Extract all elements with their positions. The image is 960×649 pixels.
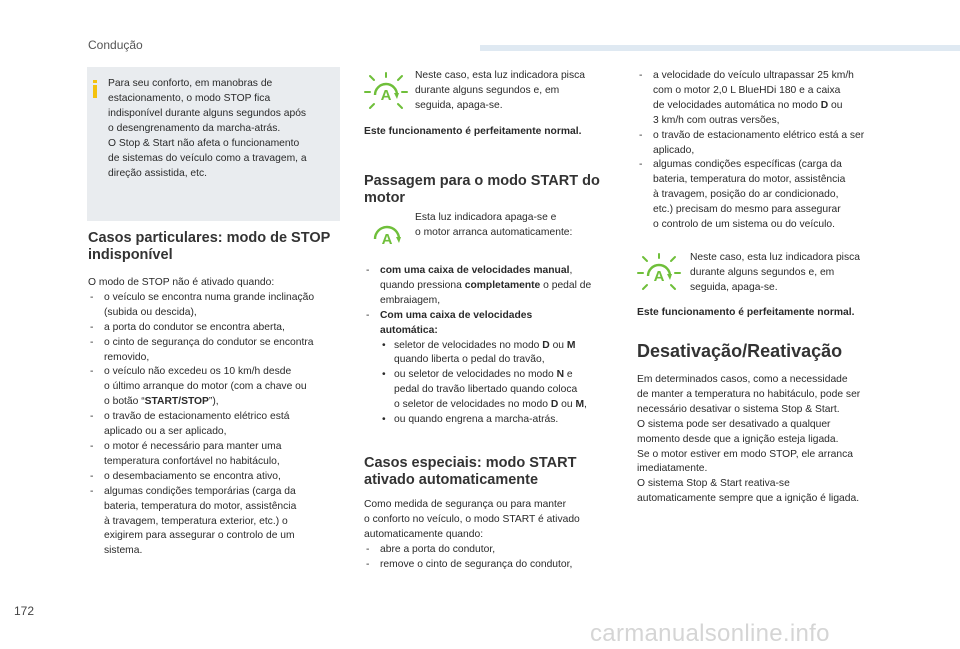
info-text: Para seu conforto, em manobras de estacionamento, o modo STOP fica indisponível durante alguns segundos após o desengrenamento da marcha-atrás. O Stop & Start não afeta o funcionamento de sistemas do veículo como a travagem, a direção assistida, etc. — [108, 78, 307, 179]
section-title: Condução — [88, 38, 143, 52]
list-item: - o veículo não excedeu os 10 km/h desde o último arranque do motor (com a chave ou o botão “START/STOP”), — [88, 365, 350, 410]
svg-text:A: A — [380, 87, 392, 104]
col2-start-conditions — [364, 264, 626, 428]
svg-text:A: A — [381, 231, 393, 248]
list-item: - o motor é necessário para manter uma temperatura confortável no habitáculo, — [88, 440, 350, 470]
heading-deactivation: Desativação/Reativação — [637, 341, 843, 361]
watermark: carmanualsonline.info — [590, 620, 830, 647]
col2-indicator-note: Neste caso, esta luz indicadora pisca durante alguns segundos e, em seguida, apaga-se. — [415, 70, 585, 111]
heading-start-mode: Passagem para o modo START do motor — [364, 173, 600, 206]
page-number: 172 — [14, 604, 35, 618]
stop-unavailable-list — [88, 291, 350, 559]
col1-body — [88, 276, 350, 559]
list-item: - o veículo se encontra numa grande inclinação (subida ou descida), — [88, 291, 350, 321]
col2-special-body: Como medida de segurança ou para manter o conforto no veículo, o modo START é ativado automaticamente quando: - abre a porta do condutor, - remove o cinto de segurança do condutor, — [364, 498, 626, 573]
sub-item: • ou quando engrena a marcha-atrás. — [380, 413, 626, 428]
list-item: - com uma caixa de velocidades manual, quando pressiona completamente o pedal de embraiagem, — [364, 264, 626, 309]
sub-item: • seletor de velocidades no modo D ou M quando liberta o pedal do travão, — [380, 339, 626, 369]
col3-start-conditions — [637, 69, 899, 233]
list-item: - a velocidade do veículo ultrapassar 25 km/h com o motor 2,0 L BlueHDi 180 e a caixa de velocidades automática no modo D ou 3 km/h com outras versões, — [637, 69, 899, 129]
auto-start-icon — [370, 220, 404, 248]
col3-normal-note: Este funcionamento é perfeitamente normal. — [637, 307, 855, 318]
info-icon — [91, 80, 99, 98]
heading-stop-unavailable: Casos particulares: modo de STOP indisponível — [88, 230, 331, 263]
col2-start-indicator: Esta luz indicadora apaga-se e o motor arranca automaticamente: — [415, 212, 573, 238]
auto-start-blinking-icon — [637, 253, 681, 293]
svg-text:A: A — [653, 268, 665, 285]
list-item: - abre a porta do condutor, — [364, 543, 626, 558]
auto-start-blinking-icon — [364, 72, 408, 112]
list-item: - algumas condições específicas (carga da bateria, temperatura do motor, assistência à travagem, posição do ar condicionado, etc.) precisam do mesmo para assegurar o controlo de um sistema ou do veículo. — [637, 158, 899, 233]
list-item: - algumas condições temporárias (carga da bateria, temperatura do motor, assistência à travagem, temperatura exterior, etc.) o exigirem para assegurar o controlo de um sistema. — [88, 485, 350, 560]
col2-normal-note: Este funcionamento é perfeitamente normal. — [364, 126, 582, 137]
list-item: - o travão de estacionamento elétrico está aplicado ou a ser aplicado, — [88, 410, 350, 440]
list-item: - a porta do condutor se encontra aberta, — [88, 321, 350, 336]
col3-indicator-note: Neste caso, esta luz indicadora pisca durante alguns segundos e, em seguida, apaga-se. — [690, 252, 860, 293]
list-item: - remove o cinto de segurança do condutor, — [364, 558, 626, 573]
heading-special-start: Casos especiais: modo START ativado automaticamente — [364, 455, 577, 488]
list-item: - o travão de estacionamento elétrico está a ser aplicado, — [637, 129, 899, 159]
list-item: - Com uma caixa de velocidades automática: • seletor de velocidades no modo D ou M quando liberta o pedal do travão, • ou seletor de velocidades no modo N e pedal do travão libertado quando coloca o seletor de velocidades no modo D ou M, • ou quando engrena a marcha-atrás. — [364, 309, 626, 428]
sub-item: • ou seletor de velocidades no modo N e pedal do travão libertado quando coloca o seletor de velocidades no modo D ou M, — [380, 368, 626, 413]
list-item: - o cinto de segurança do condutor se encontra removido, — [88, 336, 350, 366]
col1-intro: O modo de STOP não é ativado quando: — [88, 277, 275, 288]
header-rule — [480, 45, 960, 51]
deactivation-text: Em determinados casos, como a necessidade de manter a temperatura no habitáculo, pode ser necessário desativar o sistema Stop & Start. O sistema pode ser desativado a qualquer momento desde que a ignição esteja ligada. Se o motor estiver em modo STOP, ele arranca imediatamente. O sistema Stop & Start reativa-se automaticamente sempre que a ignição é ligada. — [637, 374, 861, 505]
list-item: - o desembaciamento se encontra ativo, — [88, 470, 350, 485]
